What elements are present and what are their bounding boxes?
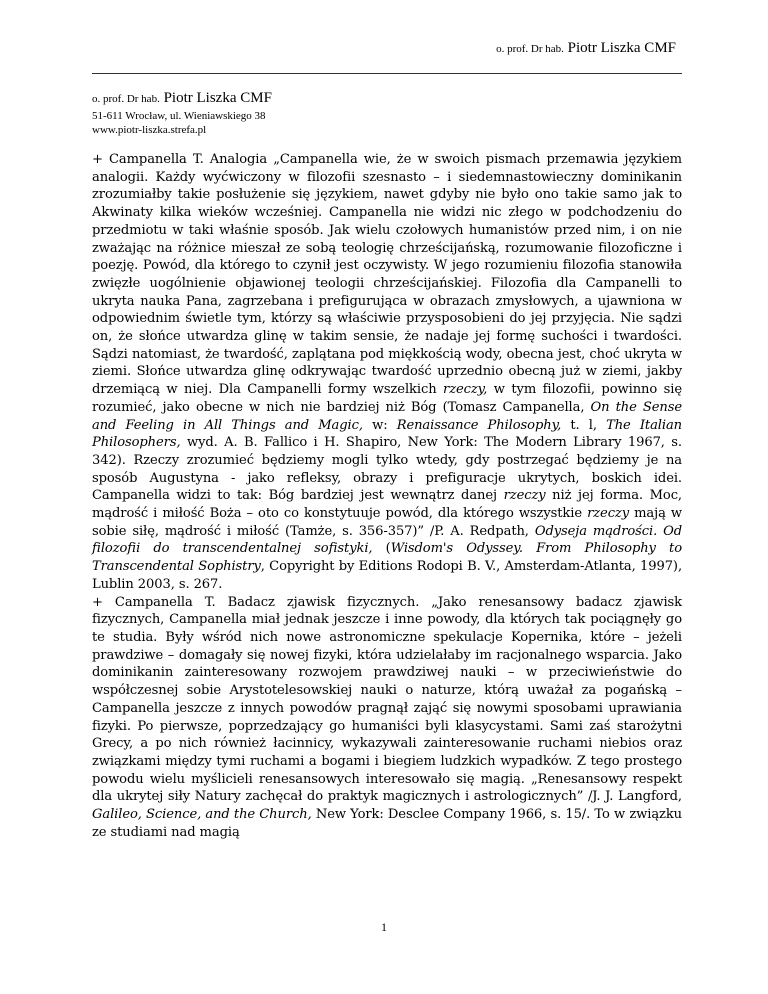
italic-text-run: rzeczy (503, 488, 546, 504)
text-run: + Campanella T. Badacz zjawisk fizycznych. „Jako renesansowy badacz zjawisk fizycznych, Campanella miał jednak jeszcze i inne powody, dla których tak pociągnęły go te studia. Były wśród nich nowe astronomiczne spekulacje Kopernika, które – jeżeli prawdziwe – domagały się nowej fizyki, która udzielałaby im racjonalnego wsparcia. Jako dominikanin zainteresowany rozwojem prawdziwej nauki – w przeciwieństwie do współczesnej sobie Arystotelesowskiej nauki o naturze, którą uważał za pogańską – Campanella jeszcze z innych powodów pragnął zająć się nowymi sposobami uprawiania fizyki. Po pierwsze, poprzedzający go humaniści byli klasycystami. Sami zaś starożytni Grecy, a po nich również łacinnicy, wykazywali zainteresowanie ruchami niebios oraz związkami między tymi ruchami a bogami i biegiem ludzkich wypadków. Z tego prostego powodu wielu myślicieli renesansowych interesowało się magią. „Renesansowy respekt dla ukrytej siły Natury zachęcał do praktyk magicznych i astrologicznych” /J. J. Langford, (92, 594, 682, 805)
italic-text-run: Odyseja mądrości. Od filozofii do transcendentalnej sofistyki, (92, 523, 682, 557)
italic-text-run: rzeczy (587, 506, 630, 522)
italic-text-run: The Italian Philosophers, (92, 417, 682, 451)
text-run: , Copyright by Editions Rodopi B. V., Amsterdam-Atlanta, 1997), Lublin 2003, s. 267. (92, 559, 683, 592)
text-run: wyd. A. B. Fallico i H. Shapiro, New York: The Modern Library 1967, s. 342). Rzeczy zrozumieć będziemy mogli tylko wtedy, gdy postrzegać będziemy je na sposób Augustyna - jako refleksy, obrazy i prefiguracje ukrytych, boskich idei. Campanella widzi to tak: Bóg bardziej jest wewnątrz danej (92, 435, 682, 504)
text-run: New York: Desclee Company 1966, s. 15/. To w związku ze studiami nad magią (92, 807, 682, 840)
italic-text-run: Renaissance Philosophy, (396, 417, 562, 433)
author-website: www.piotr-liszka.strefa.pl (92, 124, 207, 136)
header-divider (92, 73, 682, 74)
paragraph (92, 594, 682, 842)
author-name: Piotr Liszka CMF (163, 90, 272, 106)
text-run: mają w sobie siłę, mądrość i miłość (Tamże, s. 356-357)” /P. A. Redpath, (92, 506, 683, 539)
italic-text-run: Wisdom's Odyssey. From Philosophy to Transcendental Sophistry (92, 541, 682, 575)
header-title-prefix: o. prof. Dr hab. (496, 43, 564, 55)
body-text (92, 151, 682, 841)
author-block (92, 89, 272, 137)
author-title-prefix: o. prof. Dr hab. (92, 93, 160, 105)
author-address: 51-611 Wrocław, ul. Wieniawskiego 38 (92, 110, 266, 122)
italic-text-run: rzeczy, (443, 382, 488, 398)
text-run: w: (362, 417, 397, 433)
paragraph (92, 151, 682, 594)
italic-text-run: On the Sense and Feeling in All Things and Magic, (92, 399, 682, 433)
text-run: ( (372, 541, 391, 557)
running-header (92, 40, 676, 57)
page-number: 1 (381, 920, 387, 934)
italic-text-run: Galileo, Science, and the Church, (92, 807, 312, 823)
text-run: w tym filozofii, powinno się rozumieć, jako obecne w nich nie bardziej niż Bóg (Tomasz Campanella, (92, 382, 682, 415)
text-run: t. l, (561, 417, 607, 433)
header-author-name: Piotr Liszka CMF (567, 40, 676, 56)
author-name-line (92, 89, 272, 109)
text-run: + Campanella T. Analogia „Campanella wie, że w swoich pismach przemawia językiem analogii. Każdy wyćwiczony w filozofii szesnasto – i siedemnastowieczny dominikanin zrozumiałby takie posłużenie się językiem, nawet gdyby nie było ono takie samo jak to Akwinaty kilka wieków wcześniej. Campanella nie widzi nic złego w podchodzeniu do przedmiotu w taki właśnie sposób. Jak wielu czołowych humanistów przed nim, i on nie zważając na różnice mieszał ze sobą teologię chrześcijańską, rozumowanie filozoficzne i poezję. Powód, dla którego to czynił jest oczywisty. W jego rozumieniu filozofia stanowiła zwięzłe uogólnienie objawionej teologii chrześcijańskiej. Filozofia dla Campanelli to ukryta nauka Pana, zagrzebana i prefigurująca w obrazach zmysłowych, a ujawniona w odpowiednim świetle tym, którzy są właściwie przysposobieni do jej przyjęcia. Nie sądzi on, że słońce utwardza glinę w takim sensie, że nadaje jej formę suchości i twardości. Sądzi natomiast, że twardość, zaplątana pod miękkością wody, obecna jest, choć ukryta w ziemi. Słońce utwardza glinę odkrywając twardość uprzednio obecną już w ziemi, jakby drzemiącą w niej. Dla Campanelli formy wszelkich (92, 152, 682, 398)
text-run: niż jej forma. Moc, mądrość i miłość Boża – oto co konstytuuje powód, dla którego wszystkie (92, 488, 682, 522)
